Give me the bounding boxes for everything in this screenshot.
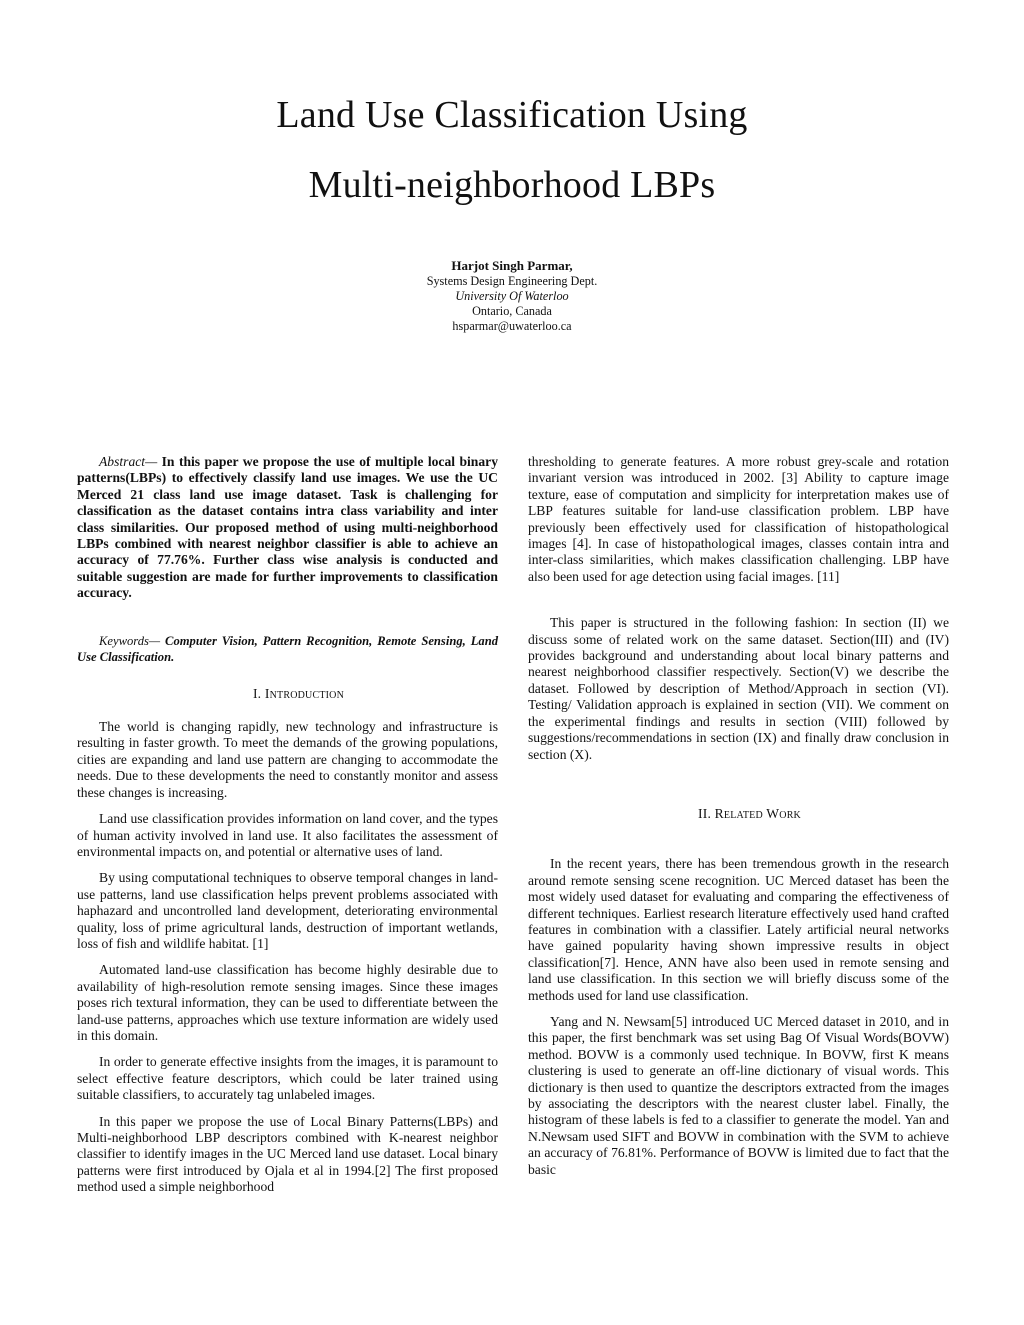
abstract bbox=[77, 454, 498, 602]
author-name: Harjot Singh Parmar, bbox=[451, 258, 573, 273]
keywords-label: Keywords bbox=[99, 633, 149, 648]
intro-paragraph: By using computational techniques to observe temporal changes in land-use patterns, land use classification helps prevent problems associated with haphazard and uncontrolled land development, deteriorating environmental quality, loss of prime agricultural lands, destruction of important wetlands, loss of fish and wildlife habitat. [1] bbox=[77, 870, 498, 951]
related-work-paragraph: Yang and N. Newsam[5] introduced UC Merced dataset in 2010, and in this paper, the first benchmark was set using Bag Of Visual Words(BOVW) method. BOVW is a commonly used technique. In BOVW, first K means clustering is used to generate an off-line dictionary of visual words. This dictionary is then used to quantize the descriptors extracted from the images by associating the descriptors with the nearest cluster label. Finally, the histogram of these labels is fed to a classifier to generate the model. Yan and N.Newsam used SIFT and BOVW in combination with the SVM to achieve an accuracy of 76.81%. Performance of BOVW is limited due to fact that the basic bbox=[528, 1013, 949, 1177]
intro-paragraph: In order to generate effective insights from the images, it is paramount to select effective feature descriptors, which could be later trained using suitable classifiers, to accurately tag unlabeled images. bbox=[77, 1054, 498, 1103]
keywords bbox=[77, 633, 498, 665]
paper-structure-paragraph: This paper is structured in the following fashion: In section (II) we discuss some of related work on the same dataset. Section(III) and (IV) provides background and understanding about local binary patterns and nearest neighborhood classifier respectively. Section(V) we describe the dataset. Followed by description of Method/Approach in section (VI). Testing/ Validation approach is explained in section (VII). We comment on the experimental findings and results in section (VIII) followed by suggestions/recommendations in section (IX) and finally draw conclusion in section (X). bbox=[528, 615, 949, 762]
intro-continuation-paragraph: thresholding to generate features. A more robust grey-scale and rotation invariant version was introduced in 2002. [3] Ability to capture image texture, ease of computation and simplicity for interpretation makes use of LBP features suitable for land-use classification problem. LBP have previously been effectively used for classification of histopathological images [4]. In case of histopathological images, classes contain intra and inter-class similarities, which makes classification challenging. LBP have also been used for age detection using facial images. [11] bbox=[528, 454, 949, 584]
paper-title-line-1: Land Use Classification Using bbox=[276, 94, 748, 136]
abstract-text: In this paper we propose the use of multiple local binary patterns(LBPs) to effectively classify land use images. We use the UC Merced 21 class land use image dataset. Task is challenging for classification as the dataset contains intra class variability and inter class similarities. Our proposed method of using multi-neighborhood LBPs combined with nearest neighbor classifier is able to achieve an accuracy of 77.76%. Further class wise analysis is conducted and suitable suggestion are made for further improvements to classification accuracy. bbox=[77, 454, 498, 601]
paper-title-line-2: Multi-neighborhood LBPs bbox=[308, 164, 716, 206]
intro-paragraph: Land use classification provides information on land cover, and the types of human activity involved in land use. It also facilitates the assessment of environmental impacts on, and potential or alternative uses of land. bbox=[77, 811, 498, 859]
keywords-dash: — bbox=[148, 633, 161, 648]
author-university: University Of Waterloo bbox=[455, 289, 569, 303]
author-department: Systems Design Engineering Dept. bbox=[426, 274, 598, 288]
left-column bbox=[77, 454, 498, 1206]
abstract-label: Abstract bbox=[99, 454, 146, 469]
author-block bbox=[0, 258, 1024, 334]
intro-paragraph: In this paper we propose the use of Local Binary Patterns(LBPs) and Multi-neighborhood LBP descriptors combined with K-nearest neighbor classifier to identify images in the UC Merced land use dataset. Local binary patterns were first introduced by Ojala et al in 1994.[2] The first proposed method used a simple neighborhood bbox=[77, 1113, 498, 1195]
intro-paragraph: Automated land-use classification has become highly desirable due to availability of high-resolution remote sensing images. Since these images poses rich textural information, they can be used to differentiate between the land-use patterns, approaches which use texture information are widely used in this domain. bbox=[77, 962, 498, 1043]
related-work-paragraph: In the recent years, there has been tremendous growth in the research around remote sensing scene recognition. UC Merced dataset has been the most widely used dataset for evaluating and comparing the effectiveness of different techniques. Earliest research literature effectively used hand crafted features in combination with a classifier. Lately artificial neural networks have gained popularity having shown impressive results in object classification[7]. Hence, ANN have also been used in remote sensing and land use classification. In this section we will briefly discuss some of the methods used for land use classification. bbox=[528, 856, 949, 1003]
intro-paragraph: The world is changing rapidly, new technology and infrastructure is resulting in faster growth. To meet the demands of the growing populations, cities are expanding and land use pattern are changing to accommodate the needs. Due to these developments the need to constantly monitor and assess these changes is increasing. bbox=[77, 719, 498, 800]
right-column bbox=[528, 454, 949, 1188]
author-email: hsparmar@uwaterloo.ca bbox=[452, 319, 572, 333]
keywords-text: Computer Vision, Pattern Recognition, Remote Sensing, Land Use Classification. bbox=[77, 633, 498, 664]
abstract-dash: — bbox=[145, 454, 158, 469]
author-location: Ontario, Canada bbox=[472, 304, 552, 318]
section-heading-introduction: I. Introduction bbox=[252, 685, 345, 701]
section-heading-related-work: II. Related Work bbox=[698, 805, 801, 821]
